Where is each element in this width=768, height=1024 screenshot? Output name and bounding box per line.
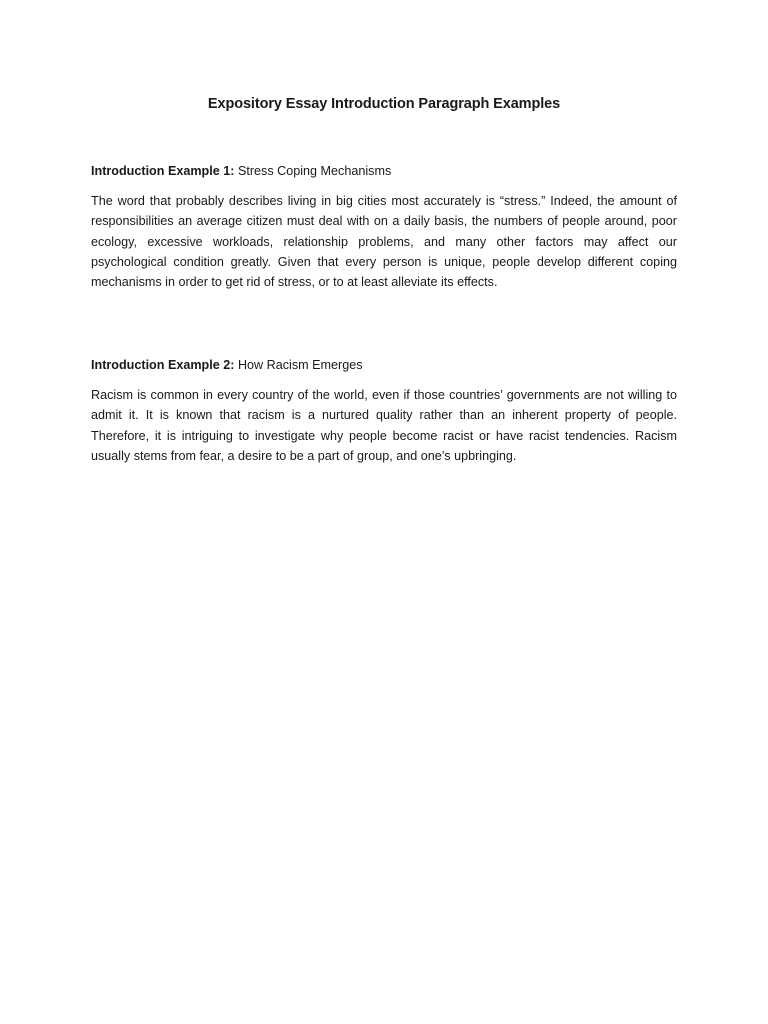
- section-paragraph: The word that probably describes living in big cities most accurately is “stress.” Indeed, the amount of responsibilities an average citizen must deal with on a daily basis, the numbers of people around, poor ecology, excessive workloads, relationship problems, and many other factors may affect our psychological condition greatly. Given that every person is unique, people develop different coping mechanisms in order to get rid of stress, or to at least alleviate its effects.: [91, 194, 677, 290]
- section-heading: [91, 161, 677, 181]
- section-paragraph: Racism is common in every country of the world, even if those countries’ governments are not willing to admit it. It is known that racism is a nurtured quality rather than an inherent property of people. Therefore, it is intriguing to investigate why people become racist or have racist tendencies. Racism usually stems from fear, a desire to be a part of group, and one’s upbringing.: [91, 388, 677, 463]
- section-label: Introduction Example 1:: [91, 164, 235, 178]
- introduction-example-1: [91, 161, 677, 292]
- section-topic: Stress Coping Mechanisms: [237, 164, 392, 178]
- introduction-example-2: [91, 355, 677, 466]
- section-topic: How Racism Emerges: [237, 358, 363, 372]
- document-title: Expository Essay Introduction Paragraph Examples: [207, 96, 561, 112]
- section-heading: [91, 355, 677, 375]
- section-label: Introduction Example 2:: [91, 358, 235, 372]
